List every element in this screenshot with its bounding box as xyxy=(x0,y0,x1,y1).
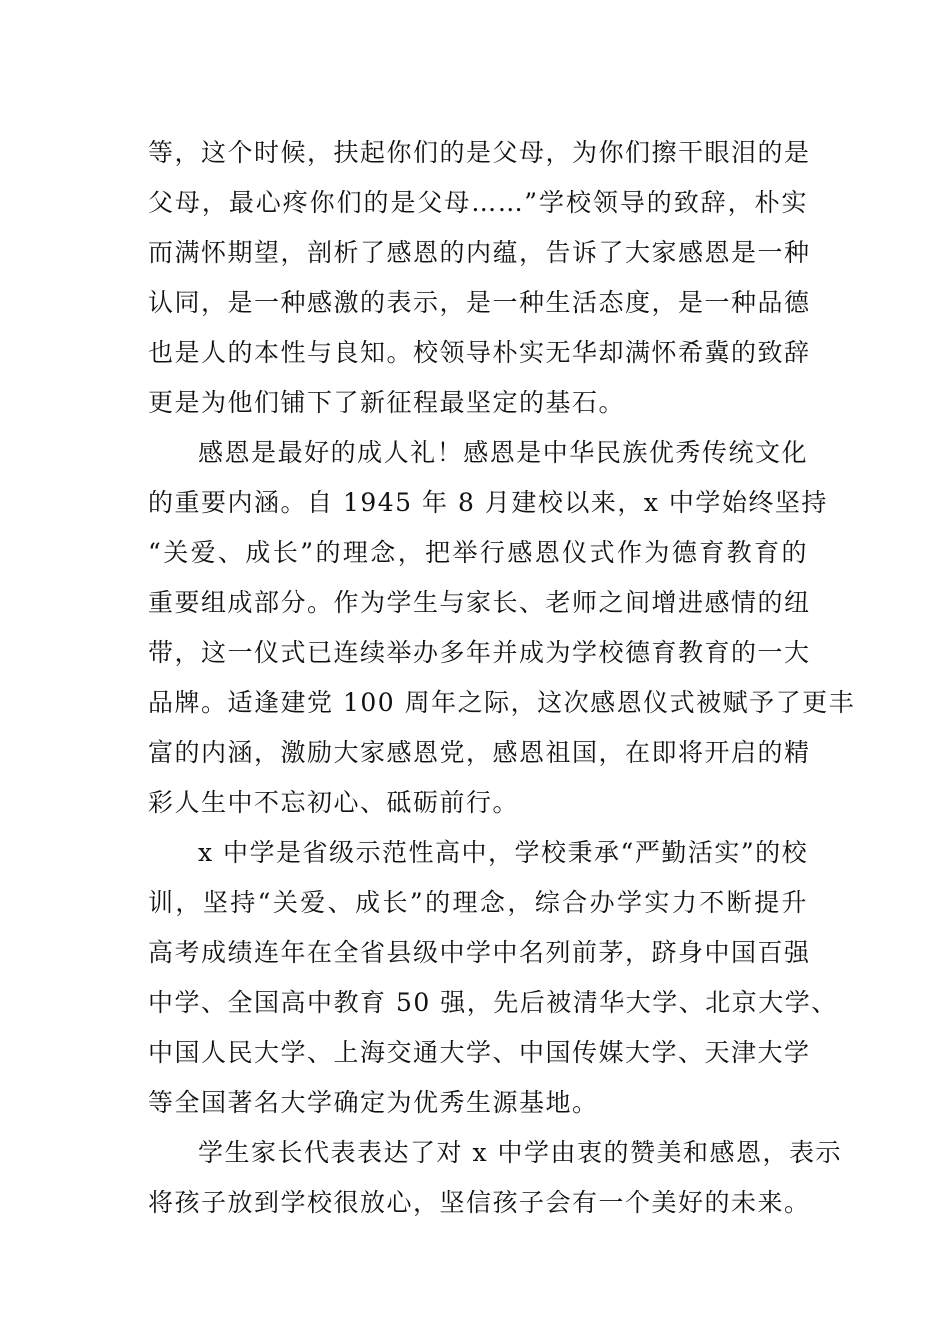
text-line: 中国人民大学、上海交通大学、中国传媒大学、天津大学 xyxy=(148,1038,811,1067)
paragraph-3 xyxy=(148,828,838,1128)
text-line: 等全国著名大学确定为优秀生源基地。 xyxy=(148,1088,599,1117)
paragraph-4 xyxy=(148,1128,842,1228)
text-line: 带，这一仪式已连续举办多年并成为学校德育教育的一大 xyxy=(148,638,811,667)
text-line: “关爱、成长”的理念，把举行感恩仪式作为德育教育的 xyxy=(148,538,808,567)
text-line: 等，这个时候，扶起你们的是父母，为你们擦干眼泪的是 xyxy=(148,138,811,167)
text-line: 高考成绩连年在全省县级中学中名列前茅，跻身中国百强 xyxy=(148,938,811,967)
text-line: 中学、全国高中教育 50 强，先后被清华大学、北京大学、 xyxy=(148,988,838,1017)
text-line: 训，坚持“关爱、成长”的理念，综合办学实力不断提升 xyxy=(148,888,808,917)
text-line: 品牌。适逢建党 100 周年之际，这次感恩仪式被赋予了更丰 xyxy=(148,688,856,717)
paragraph-2 xyxy=(148,428,856,828)
text-line: 更是为他们铺下了新征程最坚定的基石。 xyxy=(148,388,626,417)
text-line: 学生家长代表表达了对 x 中学由衷的赞美和感恩，表示 xyxy=(198,1138,842,1167)
text-line: 的重要内涵。自 1945 年 8 月建校以来，x 中学始终坚持 xyxy=(148,488,828,517)
text-line: x 中学是省级示范性高中，学校秉承“严勤活实”的校 xyxy=(198,838,809,867)
document-body xyxy=(148,128,856,1228)
text-line: 重要组成部分。作为学生与家长、老师之间增进感情的纽 xyxy=(148,588,811,617)
text-line: 将孩子放到学校很放心，坚信孩子会有一个美好的未来。 xyxy=(148,1188,811,1217)
paragraph-1 xyxy=(148,128,811,428)
text-line: 也是人的本性与良知。校领导朴实无华却满怀希冀的致辞 xyxy=(148,338,811,367)
text-line: 富的内涵，激励大家感恩党，感恩祖国，在即将开启的精 xyxy=(148,738,811,767)
text-line: 彩人生中不忘初心、砥砺前行。 xyxy=(148,788,520,817)
text-line: 父母，最心疼你们的是父母……”学校领导的致辞，朴实 xyxy=(148,188,808,217)
text-line: 认同，是一种感激的表示，是一种生活态度，是一种品德 xyxy=(148,288,811,317)
text-line: 感恩是最好的成人礼！感恩是中华民族优秀传统文化 xyxy=(198,438,808,467)
text-line: 而满怀期望，剖析了感恩的内蕴，告诉了大家感恩是一种 xyxy=(148,238,811,267)
